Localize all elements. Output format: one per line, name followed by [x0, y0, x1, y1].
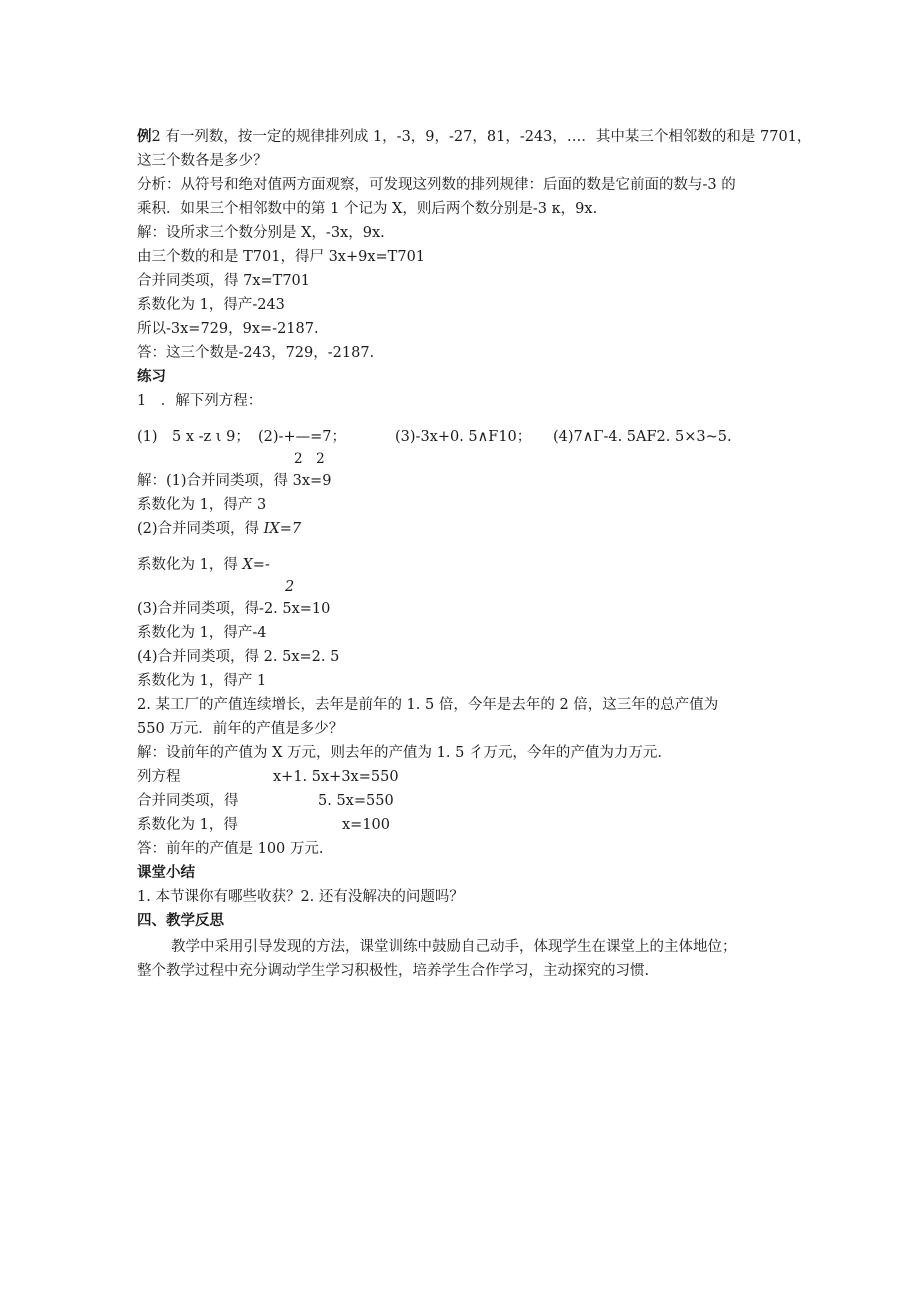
solution-line: 解：设所求三个数分别是 X，-3x，9x. — [137, 225, 385, 241]
equation-1: (1) 5 x -z ι 9； — [137, 429, 250, 445]
answer-line: 系数化为 1，得产 3 — [137, 497, 267, 513]
answer-line: (4)合并同类项，得 2. 5x=2. 5 — [137, 649, 340, 665]
equation-3: (3)-3x+0. 5∧F10； — [395, 429, 532, 445]
example-2-line-2: 这三个数各是多少？ — [137, 153, 268, 169]
question-2-answer: 答：前年的产值是 100 万元. — [137, 841, 324, 857]
example-2-text: 2 有一列数，按一定的规律排列成 1，-3，9，-27，81，-243，…．其中某三个相邻数的和是 7701， — [151, 129, 812, 145]
answer-line: (3)合并同类项，得-2. 5x=10 — [137, 601, 331, 617]
reflection-heading: 四、教学反思 — [137, 913, 224, 929]
solution-answer: 答：这三个数是-243，729，-2187. — [137, 345, 375, 361]
solution-line: 系数化为 1，得产-243 — [137, 297, 285, 313]
coefficient-label: 系数化为 1，得 — [137, 817, 238, 833]
analysis-line-1: 分析：从符号和绝对值两方面观察，可发现这列数的排列规律：后面的数是它前面的数与-3 的 — [137, 177, 736, 193]
reflection-line-1: 教学中采用引导发现的方法，课堂训练中鼓励自己动手，体现学生在课堂上的主体地位； — [171, 939, 737, 955]
question-2-line-1: 2. 某工厂的产值连续增长，去年是前年的 1. 5 倍，今年是去年的 2 倍，这三年的总产值为 — [137, 697, 719, 713]
equation-value: x+1. 5x+3x=550 — [273, 769, 399, 785]
solution-line: 由三个数的和是 T701，得尸 3x+9x=T701 — [137, 249, 426, 265]
answer-2-coefficient — [137, 555, 270, 575]
solution-line: 合并同类项，得 7x=T701 — [137, 273, 311, 289]
combine-label: 合并同类项，得 — [137, 793, 239, 809]
combine-value: 5. 5x=550 — [318, 793, 394, 809]
equation-label: 列方程 — [137, 769, 181, 785]
example-2-line-1 — [137, 127, 811, 147]
practice-q1-prompt: 1 ．解下列方程： — [137, 393, 263, 409]
example-label: 例 — [137, 129, 152, 145]
answer-2-coef-text: 系数化为 1，得 — [137, 557, 238, 573]
reflection-line-2: 整个教学过程中充分调动学生学习积极性，培养学生合作学习，主动探究的习惯. — [137, 963, 650, 979]
answer-line-2 — [137, 519, 301, 539]
summary-heading: 课堂小结 — [137, 865, 195, 881]
analysis-line-2: 乘积．如果三个相邻数中的第 1 个记为 X，则后两个数分别是-3 κ，9x. — [137, 201, 598, 217]
answer-2-equation: IX=7 — [263, 521, 302, 537]
answer-line: 系数化为 1，得产-4 — [137, 625, 267, 641]
equation-2-denominators: 2 2 — [294, 451, 325, 467]
question-2-solution: 解：设前年的产值为 X 万元，则去年的产值为 1. 5 彳万元，今年的产值为力万元. — [137, 745, 663, 761]
equation-4: (4)7∧Γ-4. 5AF2. 5×3~5. — [553, 429, 732, 445]
answer-2-denominator: 2 — [285, 579, 295, 595]
solution-line: 所以-3x=729，9x=-2187. — [137, 321, 319, 337]
answer-2-coef-value: X=- — [242, 557, 270, 573]
summary-text: 1. 本节课你有哪些收获？2. 还有没解决的问题吗？ — [137, 889, 464, 905]
answer-2-text: (2)合并同类项，得 — [137, 521, 260, 537]
question-2-line-2: 550 万元．前年的产值是多少？ — [137, 721, 344, 737]
practice-heading: 练习 — [137, 369, 166, 385]
equation-2: (2)-+—=7； — [258, 429, 346, 445]
coefficient-value: x=100 — [342, 817, 391, 833]
answer-line: 解：(1)合并同类项，得 3x=9 — [137, 473, 332, 489]
answer-line: 系数化为 1，得产 1 — [137, 673, 267, 689]
